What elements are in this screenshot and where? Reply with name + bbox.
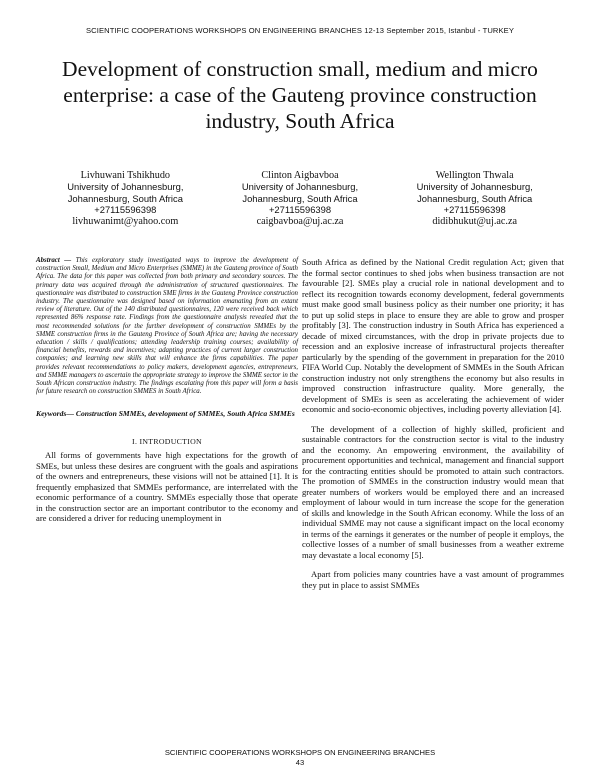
body-paragraph: The development of a collection of highly skilled, proficient and sustainable contractors for the construction sector is vital to the industry and the economy. An empowering environment, the availability of procurement opportunities and technical, management and financial support for the contracting entities should be promoted to attain such contractors. The promotion of SMMEs in the construction industry would mean that greater numbers of workers would be employed there and an increased employment of labour would in turn increase the scope for the generation of skills and knowledge in the South African economy. While the loss of an individual SMME may not cause a significant impact on the local economy in terms of the earnings it generates or the number of people it employs, the collective losses of a number of small businesses from a weather extreme may devastate a local economy [5]. [302, 423, 564, 560]
page-footer [0, 748, 600, 768]
author-email: didibhukut@uj.ac.za [432, 215, 517, 227]
abstract-label: Abstract — [36, 257, 72, 264]
author-block [38, 170, 562, 227]
author-affiliation: University of Johannesburg, [416, 181, 533, 193]
author-2 [213, 170, 388, 227]
author-name: Livhuwani Tshikhudo [80, 170, 171, 181]
body-paragraph: South Africa as defined by the National Credit regulation Act; given that the formal sector continues to shed jobs when business transaction are not favourable [2]. SMEs play a crucial role in national development and to reflect its recognition towards economy development, federal governments must make good small business policy as their number one priority; it has to put up solid steps in place to ensure they are able to grow and prosper profitably [3]. The construction industry in South Africa has experienced a decade of mixed circumstances, with the drop in private projects due to recession and an explosive increase of infrastructural projects thereafter particularly by the spending of the government in preparation for the 2010 FIFA World Cup. Notably the development of SMMEs in the South African construction industry not only strengthens the economy but also results in improved construction infrastructure quality. More generally, the development of SMEs is seen as accelerating the achievement of wider economic and socio-economic objectives, including poverty alleviation [4]. [302, 257, 564, 414]
author-city: Johannesburg, South Africa [417, 192, 533, 204]
author-affiliation: University of Johannesburg, [67, 181, 184, 193]
keywords-text: Construction SMMEs, development of SMMEs, South Africa SMMEs [75, 409, 295, 419]
paper-title: Development of construction small, medium and micro enterprise: a case of the Gauteng province construction industry, South Africa [62, 57, 538, 133]
author-email: livhuwanimt@yahoo.com [72, 215, 179, 227]
author-phone: +27115596398 [268, 204, 332, 216]
page-number: 43 [295, 758, 305, 767]
author-city: Johannesburg, South Africa [242, 192, 358, 204]
keywords-label: Keywords— [36, 409, 74, 419]
running-header: SCIENTIFIC COOPERATIONS WORKSHOPS ON ENGINEERING BRANCHES 12-13 September 2015, Istanbul - TURKEY [85, 26, 515, 35]
author-name: Clinton Aigbavboa [261, 170, 339, 181]
left-column [36, 257, 298, 524]
author-email: caigbavboa@uj.ac.za [256, 215, 344, 227]
author-city: Johannesburg, South Africa [67, 192, 183, 204]
author-phone: +27115596398 [443, 204, 506, 216]
keywords [36, 409, 298, 419]
footer-text: SCIENTIFIC COOPERATIONS WORKSHOPS ON ENGINEERING BRANCHES [164, 748, 436, 757]
author-affiliation: University of Johannesburg, [241, 181, 359, 193]
intro-paragraph: All forms of governments have high expectations for the growth of SMEs, but unless these desires are congruent with the goals and aspirations of the owners and entrepreneurs, these visions will not be attained [1]. It is frequently emphasized that SMMEs performance, are interrelated with the economic performance of a country. SMMEs especially those that operate in the construction sector are an important contributor to the economy and are considered a driver for reducing unemployment in [36, 450, 298, 524]
author-1 [38, 170, 213, 227]
body-paragraph: Apart from policies many countries have a vast amount of programmes they put in place to assist SMMEs [302, 569, 564, 590]
abstract [36, 257, 298, 396]
section-heading: I. INTRODUCTION [132, 437, 202, 447]
author-phone: +27115596398 [94, 204, 157, 216]
author-name: Wellington Thwala [435, 170, 514, 181]
abstract-text: This exploratory study investigated ways to improve the development of construction Small, Medium and Micro Enterprises (SMME) in the Gauteng province of South Africa. The data for this paper was collected from both primary and secondary sources. The primary data was acquired through the administration of structured questionnaires. The questionnaire was distributed to construction SME firms in the Gauteng Province construction industry. The questionnaire was designed based on information emanating from an extant review of literature. Out of the 140 distributed questionnaires, 120 were received back which represented 86% response rate. Findings from the questionnaire analysis revealed that the most recommended solutions for the further development of construction SMMEs by the SMME construction firms in the Gauteng Province of South Africa are; having the necessary education / skills / qualifications; attending leadership training courses; availability of financial benefits, rewards and incentives; adapting practices of current larger construction companies; and learning new skills that will enhance the firms capabilities. The paper provides relevant recommendations to policy makers, development agencies, entrepreneurs, and SMME managers to ascertain the appropriate strategy to improve the SMME sector in the South African construction industry. The findings escalating from this paper will form a basis for future research on construction SMMES in South Africa. [36, 257, 298, 396]
author-3 [387, 170, 562, 227]
right-column [302, 257, 564, 590]
